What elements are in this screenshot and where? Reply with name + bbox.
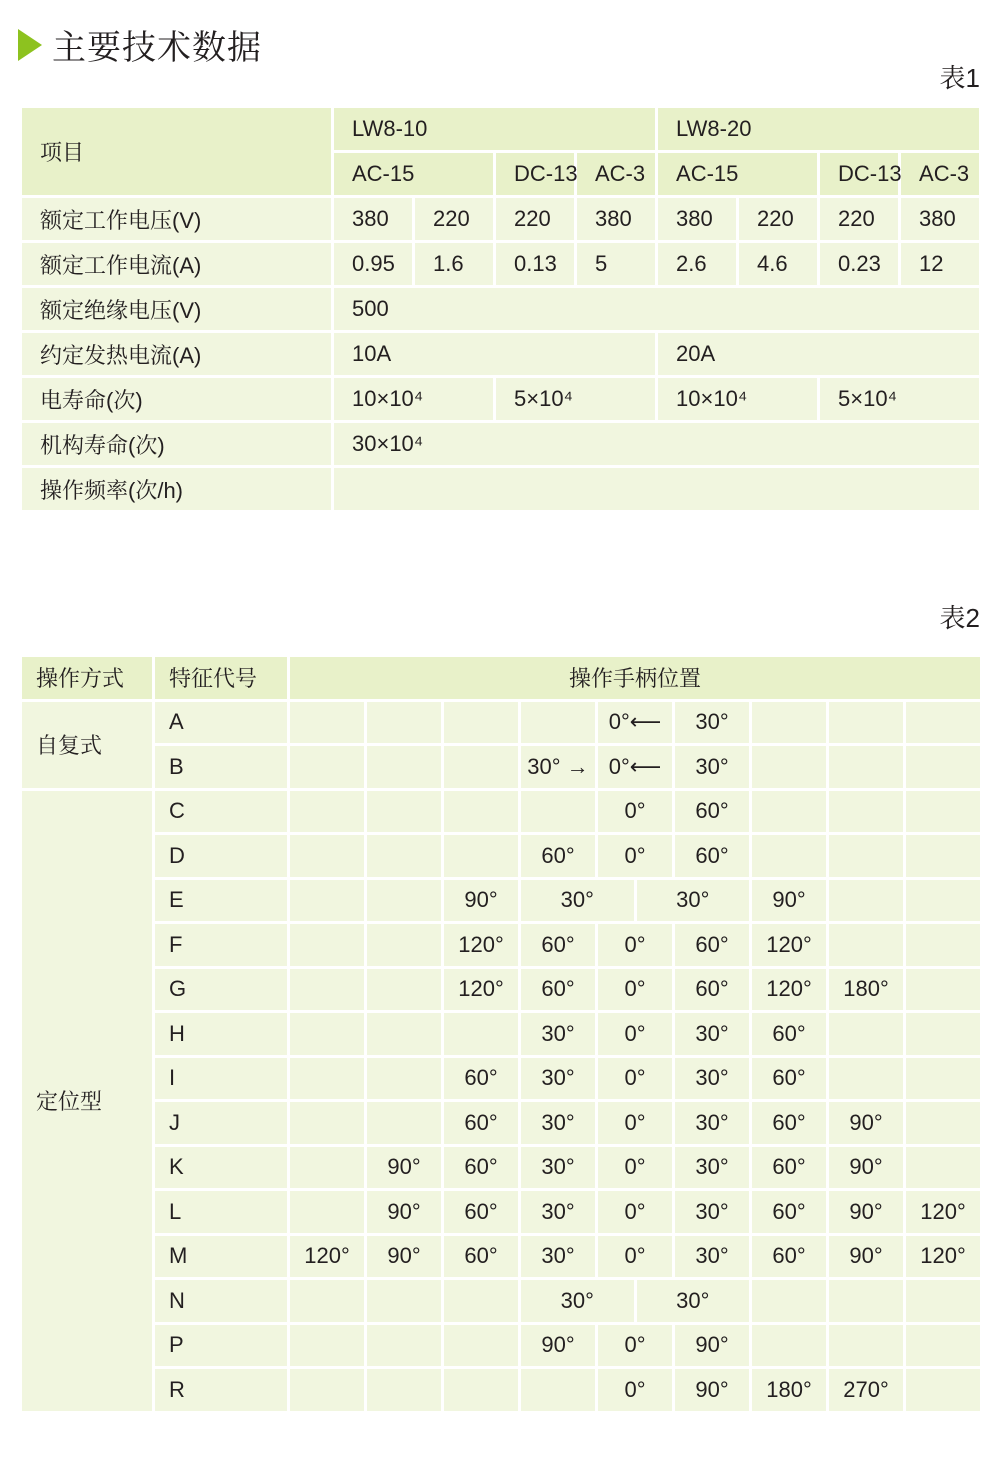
- value-cell: 5×10⁴: [819, 377, 981, 422]
- position-cell: [443, 1368, 520, 1413]
- position-cell: 60°: [751, 1056, 828, 1101]
- position-cell: 0°: [597, 1234, 674, 1279]
- position-cell: [520, 789, 597, 834]
- position-cell: [905, 700, 982, 745]
- value-cell: 0.95: [333, 242, 414, 287]
- table-row: [21, 878, 982, 923]
- position-cell: [905, 1101, 982, 1146]
- position-cell: [751, 1323, 828, 1368]
- value-cell: 380: [657, 197, 738, 242]
- value-cell: 380: [333, 197, 414, 242]
- feature-code: L: [154, 1190, 289, 1235]
- feature-code: A: [154, 700, 289, 745]
- feature-code: P: [154, 1323, 289, 1368]
- position-cell: 30°: [674, 1145, 751, 1190]
- position-cell: 0°: [597, 1368, 674, 1413]
- position-cell: 120°: [751, 923, 828, 968]
- position-cell: 60°: [520, 967, 597, 1012]
- table-row: [21, 1234, 982, 1279]
- feature-code: I: [154, 1056, 289, 1101]
- position-cell: 0°: [597, 1012, 674, 1057]
- position-cell: [443, 745, 520, 790]
- feature-code: M: [154, 1234, 289, 1279]
- position-cell: [905, 1323, 982, 1368]
- table-row: [21, 1279, 982, 1324]
- position-cell: [828, 1056, 905, 1101]
- position-cell: [828, 700, 905, 745]
- position-cell: 180°: [751, 1368, 828, 1413]
- position-cell: 90°: [366, 1145, 443, 1190]
- position-cell: [828, 878, 905, 923]
- category-header: DC-13: [819, 152, 900, 197]
- position-cell: [366, 1101, 443, 1146]
- position-cell: [366, 700, 443, 745]
- position-cell: 30°: [520, 1012, 597, 1057]
- position-cell: [366, 789, 443, 834]
- position-cell: 60°: [443, 1056, 520, 1101]
- position-cell: 60°: [674, 789, 751, 834]
- position-cell: 30°: [520, 1145, 597, 1190]
- position-cell: 60°: [751, 1145, 828, 1190]
- position-cell: [751, 1279, 828, 1324]
- position-cell: 90°: [828, 1101, 905, 1146]
- value-cell: 5×10⁴: [495, 377, 657, 422]
- position-cell: 120°: [905, 1234, 982, 1279]
- value-cell: 380: [900, 197, 981, 242]
- value-cell: 380: [576, 197, 657, 242]
- table-row: [21, 197, 981, 242]
- position-cell: 120°: [905, 1190, 982, 1235]
- position-cell: [289, 923, 366, 968]
- position-cell: [443, 700, 520, 745]
- position-cell: 90°: [366, 1234, 443, 1279]
- position-cell: [289, 1101, 366, 1146]
- position-cell: [905, 967, 982, 1012]
- position-cell: [289, 700, 366, 745]
- position-cell: 30°: [674, 1101, 751, 1146]
- row-label: 额定工作电流(A): [21, 242, 333, 287]
- position-cell: [828, 1012, 905, 1057]
- table-row: [21, 700, 982, 745]
- position-cell: 90°: [828, 1190, 905, 1235]
- position-cell: 90°: [443, 878, 520, 923]
- position-cell: 90°: [520, 1323, 597, 1368]
- feature-code: F: [154, 923, 289, 968]
- position-cell: [289, 1012, 366, 1057]
- position-cell: 0°: [597, 1323, 674, 1368]
- model-header: LW8-10: [333, 107, 657, 152]
- position-cell: [905, 1279, 982, 1324]
- position-cell: [751, 834, 828, 879]
- technical-data-table: [19, 105, 982, 513]
- position-cell: [366, 834, 443, 879]
- table-row: [21, 422, 981, 467]
- model-header: LW8-20: [657, 107, 981, 152]
- table-row: [21, 1323, 982, 1368]
- position-cell: [905, 923, 982, 968]
- position-cell: 60°: [751, 1190, 828, 1235]
- value-cell: 20A: [657, 332, 981, 377]
- position-cell: 30°: [674, 1012, 751, 1057]
- position-cell: [289, 1279, 366, 1324]
- position-cell: [366, 923, 443, 968]
- table-row: [21, 923, 982, 968]
- position-cell: [289, 967, 366, 1012]
- position-cell: [443, 789, 520, 834]
- position-cell: 30°: [520, 1101, 597, 1146]
- position-cell: [828, 834, 905, 879]
- position-cell: 0°: [597, 923, 674, 968]
- position-cell: [751, 789, 828, 834]
- handle-position-table: [19, 654, 983, 1414]
- position-cell: 30°: [674, 1056, 751, 1101]
- position-cell: 30°: [674, 745, 751, 790]
- position-cell: [289, 1145, 366, 1190]
- position-cell: 30°: [520, 1234, 597, 1279]
- table-row: [21, 377, 981, 422]
- feature-code: R: [154, 1368, 289, 1413]
- position-cell: 0°: [597, 834, 674, 879]
- position-cell: 30° →: [520, 745, 597, 790]
- position-cell: [289, 1190, 366, 1235]
- table-row: [21, 1101, 982, 1146]
- position-cell: 30°: [520, 1279, 636, 1324]
- position-cell: 60°: [520, 834, 597, 879]
- position-cell: [289, 745, 366, 790]
- position-cell: [366, 878, 443, 923]
- triangle-bullet-icon: [18, 29, 42, 61]
- section-title-text: 主要技术数据: [52, 29, 262, 67]
- position-cell: 0°: [597, 1190, 674, 1235]
- position-cell: 30°: [674, 700, 751, 745]
- position-cell: [905, 1056, 982, 1101]
- category-header: AC-15: [333, 152, 495, 197]
- position-cell: [366, 1056, 443, 1101]
- position-cell: [366, 967, 443, 1012]
- table-row: [21, 242, 981, 287]
- value-cell: 12: [900, 242, 981, 287]
- value-cell: 220: [414, 197, 495, 242]
- position-cell: 30°: [635, 878, 751, 923]
- row-label: 额定工作电压(V): [21, 197, 333, 242]
- position-cell: [366, 1368, 443, 1413]
- position-cell: 0°: [597, 1101, 674, 1146]
- value-cell: 30×10⁴: [333, 422, 981, 467]
- value-cell: 10A: [333, 332, 657, 377]
- category-header: AC-3: [900, 152, 981, 197]
- header-item: 项目: [21, 107, 333, 197]
- table-row: [21, 332, 981, 377]
- position-cell: 90°: [751, 878, 828, 923]
- feature-code: N: [154, 1279, 289, 1324]
- row-label: 机构寿命(次): [21, 422, 333, 467]
- position-cell: 60°: [443, 1190, 520, 1235]
- position-cell: 120°: [289, 1234, 366, 1279]
- position-cell: [520, 700, 597, 745]
- value-cell: 500: [333, 287, 981, 332]
- table-row: [21, 1012, 982, 1057]
- operation-mode: 定位型: [21, 789, 154, 1412]
- position-cell: 60°: [443, 1234, 520, 1279]
- table1-caption: 表1: [939, 63, 980, 93]
- position-cell: 0°: [597, 1056, 674, 1101]
- value-cell: 220: [819, 197, 900, 242]
- position-cell: 0°⟵: [597, 745, 674, 790]
- position-cell: 90°: [674, 1323, 751, 1368]
- feature-code: D: [154, 834, 289, 879]
- position-cell: [751, 700, 828, 745]
- position-cell: 60°: [751, 1101, 828, 1146]
- section-title: [18, 20, 262, 69]
- table-row: [21, 745, 982, 790]
- position-cell: [289, 834, 366, 879]
- row-label: 电寿命(次): [21, 377, 333, 422]
- position-cell: [828, 923, 905, 968]
- feature-code: C: [154, 789, 289, 834]
- position-cell: [828, 1323, 905, 1368]
- feature-code: B: [154, 745, 289, 790]
- table-row: [21, 1190, 982, 1235]
- feature-code: J: [154, 1101, 289, 1146]
- table-row: [21, 1056, 982, 1101]
- position-cell: [905, 1012, 982, 1057]
- header-row: [21, 107, 981, 152]
- position-cell: 60°: [674, 834, 751, 879]
- position-cell: 90°: [366, 1190, 443, 1235]
- position-cell: 30°: [674, 1234, 751, 1279]
- position-cell: 60°: [443, 1101, 520, 1146]
- position-cell: [366, 1279, 443, 1324]
- position-cell: [289, 789, 366, 834]
- position-cell: [905, 1145, 982, 1190]
- position-cell: 120°: [751, 967, 828, 1012]
- position-cell: 90°: [674, 1368, 751, 1413]
- header-handle-position: 操作手柄位置: [289, 656, 982, 701]
- position-cell: 270°: [828, 1368, 905, 1413]
- value-cell: 220: [495, 197, 576, 242]
- feature-code: E: [154, 878, 289, 923]
- position-cell: 30°: [635, 1279, 751, 1324]
- position-cell: 0°: [597, 1145, 674, 1190]
- position-cell: 30°: [674, 1190, 751, 1235]
- value-cell: 10×10⁴: [333, 377, 495, 422]
- position-cell: [366, 1012, 443, 1057]
- position-cell: 180°: [828, 967, 905, 1012]
- feature-code: G: [154, 967, 289, 1012]
- value-cell: 0.13: [495, 242, 576, 287]
- position-cell: [905, 789, 982, 834]
- position-cell: 90°: [828, 1234, 905, 1279]
- value-cell: 1.6: [414, 242, 495, 287]
- position-cell: 60°: [674, 923, 751, 968]
- position-cell: [289, 1368, 366, 1413]
- position-cell: 60°: [674, 967, 751, 1012]
- position-cell: [443, 1012, 520, 1057]
- position-cell: 60°: [751, 1234, 828, 1279]
- position-cell: 0°: [597, 789, 674, 834]
- table-row: [21, 287, 981, 332]
- position-cell: 0°: [597, 967, 674, 1012]
- position-cell: [905, 1368, 982, 1413]
- position-cell: [828, 1279, 905, 1324]
- position-cell: 30°: [520, 1190, 597, 1235]
- position-cell: [443, 1323, 520, 1368]
- value-cell: 220: [738, 197, 819, 242]
- position-cell: [443, 1279, 520, 1324]
- position-cell: [289, 878, 366, 923]
- value-cell: [333, 467, 981, 512]
- category-header: DC-13: [495, 152, 576, 197]
- position-cell: [905, 745, 982, 790]
- table2-caption: 表2: [939, 603, 980, 633]
- position-cell: [289, 1323, 366, 1368]
- category-header: AC-3: [576, 152, 657, 197]
- row-label: 操作频率(次/h): [21, 467, 333, 512]
- value-cell: 0.23: [819, 242, 900, 287]
- position-cell: [751, 745, 828, 790]
- table-row: [21, 1145, 982, 1190]
- header-operation-mode: 操作方式: [21, 656, 154, 701]
- position-cell: 60°: [751, 1012, 828, 1057]
- position-cell: 60°: [520, 923, 597, 968]
- position-cell: 90°: [828, 1145, 905, 1190]
- table-row: [21, 834, 982, 879]
- position-cell: 120°: [443, 967, 520, 1012]
- value-cell: 2.6: [657, 242, 738, 287]
- position-cell: [905, 834, 982, 879]
- table-row: [21, 967, 982, 1012]
- header-row: [21, 656, 982, 701]
- value-cell: 10×10⁴: [657, 377, 819, 422]
- table-row: [21, 1368, 982, 1413]
- operation-mode: 自复式: [21, 700, 154, 789]
- position-cell: [520, 1368, 597, 1413]
- position-cell: [828, 789, 905, 834]
- position-cell: 120°: [443, 923, 520, 968]
- position-cell: [905, 878, 982, 923]
- position-cell: 30°: [520, 1056, 597, 1101]
- value-cell: 5: [576, 242, 657, 287]
- position-cell: 60°: [443, 1145, 520, 1190]
- position-cell: [289, 1056, 366, 1101]
- category-header: AC-15: [657, 152, 819, 197]
- position-cell: [443, 834, 520, 879]
- table-row: [21, 789, 982, 834]
- position-cell: 0°⟵: [597, 700, 674, 745]
- feature-code: K: [154, 1145, 289, 1190]
- feature-code: H: [154, 1012, 289, 1057]
- table-row: [21, 467, 981, 512]
- position-cell: [828, 745, 905, 790]
- value-cell: 4.6: [738, 242, 819, 287]
- position-cell: [366, 1323, 443, 1368]
- position-cell: [366, 745, 443, 790]
- header-code: 特征代号: [154, 656, 289, 701]
- position-cell: 30°: [520, 878, 636, 923]
- row-label: 约定发热电流(A): [21, 332, 333, 377]
- row-label: 额定绝缘电压(V): [21, 287, 333, 332]
